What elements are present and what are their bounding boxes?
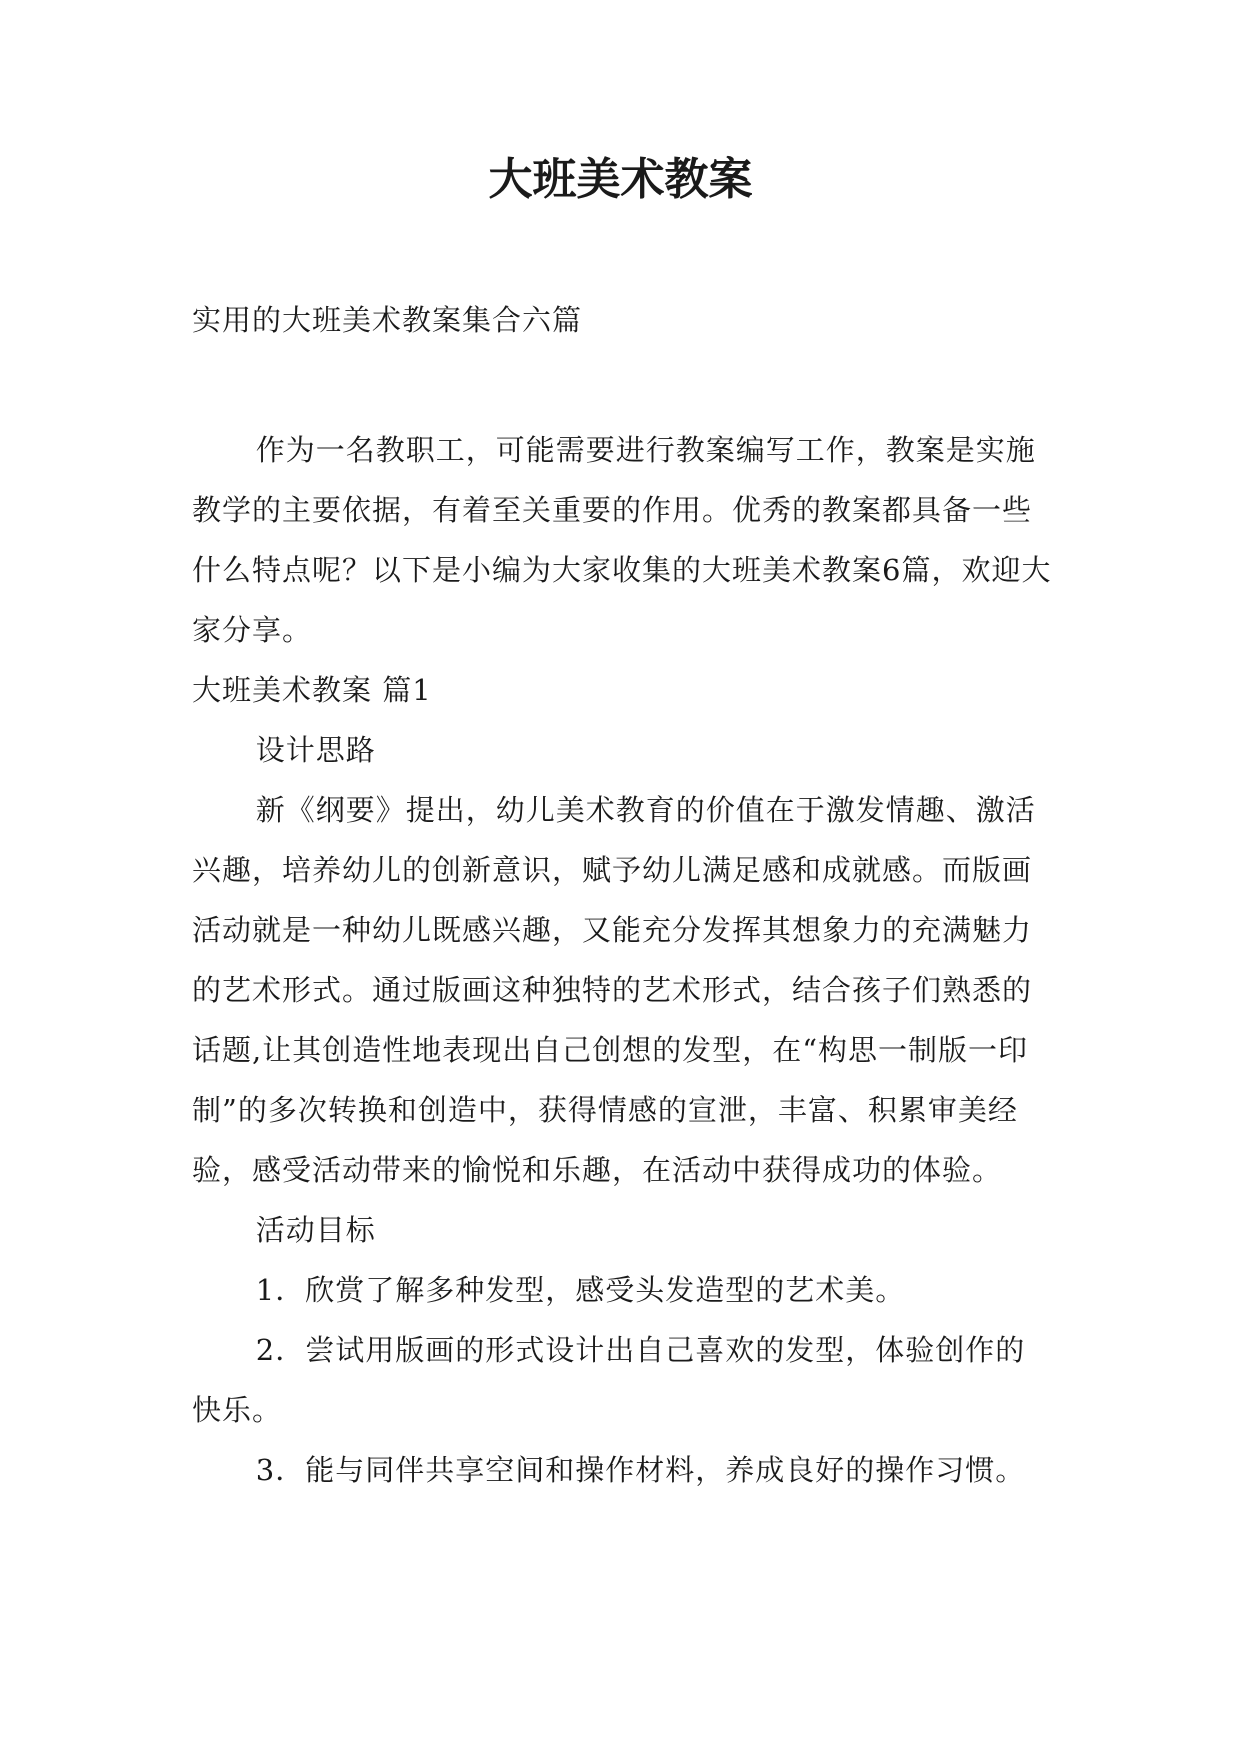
goal-item: 2．尝试用版画的形式设计出自己喜欢的发型，体验创作的快乐。	[192, 1333, 1026, 1427]
design-paragraph: 新《纲要》提出，幼儿美术教育的价值在于激发情趣、激活兴趣，培养幼儿的创新意识，赋予幼儿满足感和成就感。而版画活动就是一种幼儿既感兴趣，又能充分发挥其想象力的充满魅力的艺术形式。通过版画这种独特的艺术形式，结合孩子们熟悉的话题,让其创造性地表现出自己创想的发型，在“构思一制版一印制”的多次转换和创造中，获得情感的宣泄，丰富、积累审美经验，感受活动带来的愉悦和乐趣，在活动中获得成功的体验。	[192, 793, 1036, 1187]
spacer	[192, 350, 1052, 420]
document-subtitle: 实用的大班美术教案集合六篇	[192, 303, 583, 337]
section-heading: 大班美术教案 篇1	[192, 673, 432, 707]
goals-heading: 活动目标	[255, 1213, 376, 1247]
design-heading: 设计思路	[255, 733, 376, 767]
document-body	[192, 290, 1052, 1500]
intro-paragraph: 作为一名教职工，可能需要进行教案编写工作，教案是实施教学的主要依据，有着至关重要的作用。优秀的教案都具备一些什么特点呢？以下是小编为大家收集的大班美术教案6篇，欢迎大家分享。	[192, 433, 1052, 647]
goal-item: 1．欣赏了解多种发型，感受头发造型的艺术美。	[255, 1273, 906, 1307]
goal-item: 3．能与同伴共享空间和操作材料，养成良好的操作习惯。	[255, 1453, 1026, 1487]
document-title: 大班美术教案	[488, 154, 753, 205]
